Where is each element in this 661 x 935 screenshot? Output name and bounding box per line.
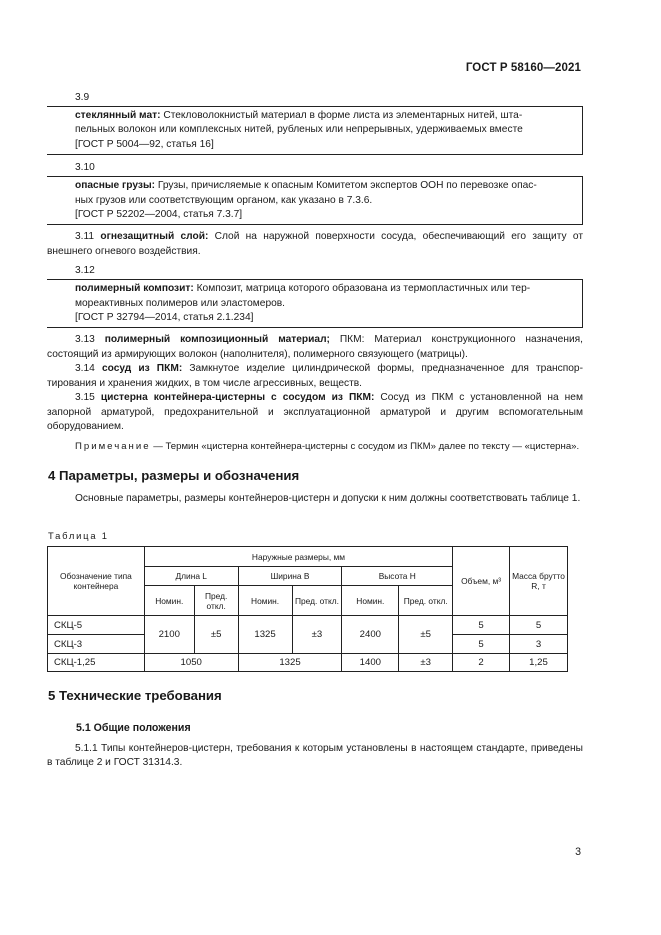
term-line: стеклянный мат: Стекловолокнистый материал в форме листа из элементарных нитей, шта- xyxy=(75,110,523,121)
term-line: пельных волокон или комплексных нитей, рубленых или непрерывных, удерживаемых вместе xyxy=(75,124,523,136)
table-row: СКЦ-3 5 3 xyxy=(48,635,568,654)
header-nom: Номин. xyxy=(238,586,292,616)
header-mass: Масса брутто R, т xyxy=(510,547,568,616)
term-line: мореактивных полимеров или эластомеров. xyxy=(75,297,286,309)
subsection-5-1-title: 5.1 Общие положения xyxy=(76,722,191,734)
term-3-11: 3.11 огнезащитный слой: Слой на наружной поверхности сосуда, обеспечивающий его защиту от внешнего огневого воздействия. xyxy=(47,231,583,257)
section-5-paragraph: 5.1.1 Типы контейнеров-цистерн, требования к которым установлены в настоящем стандарте, приведены в таблице 2 и ГОСТ 31314.3. xyxy=(47,743,583,769)
section-4-paragraph: Основные параметры, размеры контейнеров-цистерн и допуски к ним должны соответствовать таблице 1. xyxy=(75,493,581,504)
term-box-3-9 xyxy=(47,106,583,155)
table-1 xyxy=(47,546,568,672)
header-type: Обозначение типа контейнера xyxy=(48,547,145,616)
table-row: СКЦ-1,25 1050 1325 1400 ±3 2 1,25 xyxy=(48,654,568,672)
term-number: 3.12 xyxy=(75,265,95,277)
term-3-14: 3.14 сосуд из ПКМ: Замкнутое изделие цилиндрической формы, предназначенное для транспортирования и хранения жидких, в том числе агрессивных, веществ. xyxy=(47,363,583,389)
term-number: 3.10 xyxy=(75,162,95,174)
section-4-title: 4 Параметры, размеры и обозначения xyxy=(48,468,300,483)
term-line: полимерный композит: Композит, матрица которого образована из термопластичных или тер- xyxy=(75,283,531,295)
header-width: Ширина B xyxy=(238,567,342,586)
header-nom: Номин. xyxy=(342,586,399,616)
header-tol: Пред. откл. xyxy=(292,586,342,616)
page-number: 3 xyxy=(575,846,581,858)
term-number: 3.9 xyxy=(75,92,90,103)
term-line: опасные грузы: Грузы, причисляемые к опасным Комитетом экспертов ООН по перевозке опас- xyxy=(75,180,537,192)
section-5-title: 5 Технические требования xyxy=(48,688,222,703)
term-box-3-12 xyxy=(47,279,583,328)
header-length: Длина L xyxy=(144,567,238,586)
terms-section xyxy=(47,90,583,455)
note-text: — Термин «цистерна контейнера-цистерны с сосудом из ПКМ» далее по тексту — «цистерна». xyxy=(150,441,580,453)
term-line: ных грузов или соответствующим органом, как указано в 7.3.6. xyxy=(75,194,373,206)
header-tol: Пред. откл. xyxy=(194,586,238,616)
header-height: Высота H xyxy=(342,567,453,586)
doc-code: ГОСТ Р 58160—2021 xyxy=(465,62,581,74)
term-reference: [ГОСТ Р 52202—2004, статья 7.3.7] xyxy=(75,209,243,221)
term-name: стеклянный мат: xyxy=(75,110,161,121)
term-name: опасные грузы: xyxy=(75,180,156,192)
header-volume: Объем, м³ xyxy=(453,547,510,616)
term-reference: [ГОСТ Р 32794—2014, статья 2.1.234] xyxy=(75,312,254,324)
header-tol: Пред. откл. xyxy=(399,586,453,616)
table-caption: Таблица 1 xyxy=(48,530,109,541)
term-reference: [ГОСТ Р 5004—92, статья 16] xyxy=(75,138,214,150)
term-3-15: 3.15 цистерна контейнера-цистерны с сосудом из ПКМ: Сосуд из ПКМ с установленной на нем запорной арматурой, предохранительной и эксплуатационной арматурой и другим вспомогательным оборудованием. xyxy=(47,392,583,432)
term-3-13: 3.13 полимерный композиционный материал; ПКМ: Материал конструкционного назначения, состоящий из армирующих волокон (наполнителя), полимерного связующего (матрицы). xyxy=(47,334,583,360)
header-outer: Наружные размеры, мм xyxy=(144,547,452,567)
term-name: полимерный композит: xyxy=(75,283,194,295)
header-nom: Номин. xyxy=(144,586,194,616)
term-box-3-10 xyxy=(47,176,583,225)
table-row: СКЦ-5 2100 ±5 1325 ±3 2400 ±5 5 5 xyxy=(48,616,568,635)
note-label: Примечание xyxy=(75,441,151,453)
note xyxy=(47,440,583,454)
